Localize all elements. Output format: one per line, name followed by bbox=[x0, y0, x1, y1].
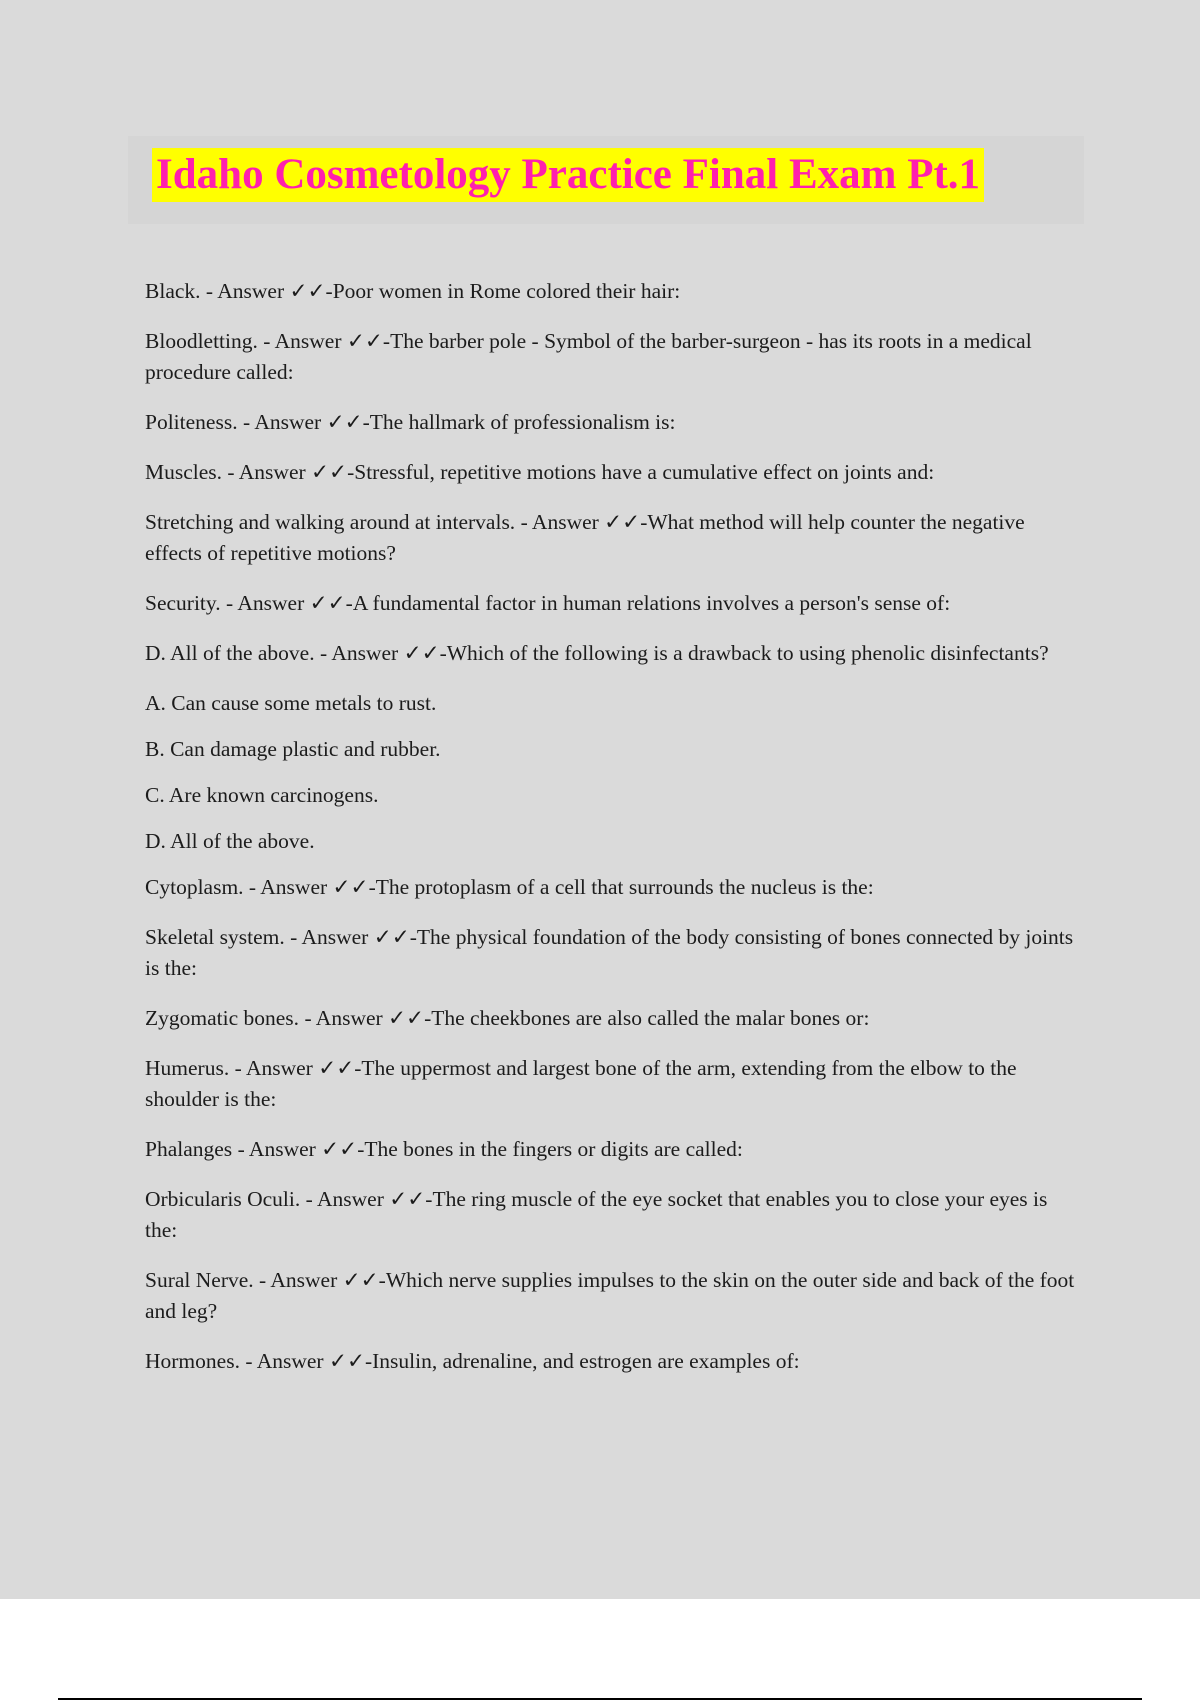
answer-label: Answer bbox=[315, 1006, 383, 1030]
double-check-icon: ✓✓ bbox=[342, 1268, 379, 1292]
double-check-icon: ✓✓ bbox=[328, 1349, 365, 1373]
double-check-icon: ✓✓ bbox=[326, 410, 363, 434]
answer-label: Answer bbox=[245, 1056, 313, 1080]
answer-label: Answer bbox=[301, 925, 369, 949]
answer-label: Answer bbox=[270, 1268, 338, 1292]
question-text: The uppermost and largest bone of the arm, extending from the elbow to the shoulder is the: bbox=[145, 1056, 1017, 1111]
question-text: What method will help counter the negative effects of repetitive motions? bbox=[145, 510, 1025, 565]
answer-option bbox=[145, 734, 1075, 765]
qa-entry: Bloodletting. - Answer ✓✓-The barber pole - Symbol of the barber-surgeon - has its roots in a medical procedure called: bbox=[145, 329, 1032, 384]
question-text: The barber pole - Symbol of the barber-surgeon - has its roots in a medical procedure called: bbox=[145, 329, 1032, 384]
question-text: The physical foundation of the body consisting of bones connected by joints is the: bbox=[145, 925, 1074, 980]
answer-text: Sural Nerve. bbox=[145, 1268, 254, 1292]
qa-entry: Humerus. - Answer ✓✓-The uppermost and largest bone of the arm, extending from the elbow to the shoulder is the: bbox=[145, 1056, 1017, 1111]
answer-option bbox=[145, 826, 1075, 857]
answer-label: Answer bbox=[256, 1349, 324, 1373]
answer-label: Answer bbox=[274, 329, 342, 353]
question-text: The hallmark of professionalism is: bbox=[369, 410, 676, 434]
question-text: Insulin, adrenaline, and estrogen are examples of: bbox=[372, 1349, 800, 1373]
question-text: Poor women in Rome colored their hair: bbox=[332, 279, 681, 303]
document-title: Idaho Cosmetology Practice Final Exam Pt.1 bbox=[152, 148, 984, 202]
answer-text: D. All of the above. bbox=[145, 641, 315, 665]
answer-text: Bloodletting. bbox=[145, 329, 258, 353]
answer-label: Answer bbox=[237, 591, 305, 615]
answer-text: Muscles. bbox=[145, 460, 223, 484]
question-text: Which nerve supplies impulses to the skin on the outer side and back of the foot and leg? bbox=[145, 1268, 1075, 1323]
answer-text: Zygomatic bones. bbox=[145, 1006, 300, 1030]
option-text: C. Are known carcinogens. bbox=[145, 783, 379, 807]
answer-label: Answer bbox=[248, 1137, 316, 1161]
option-text: D. All of the above. bbox=[145, 829, 315, 853]
qa-entry: Skeletal system. - Answer ✓✓-The physical foundation of the body consisting of bones connected by joints is the: bbox=[145, 925, 1074, 980]
answer-label: Answer bbox=[331, 641, 399, 665]
double-check-icon: ✓✓ bbox=[289, 279, 326, 303]
answer-text: Phalanges bbox=[145, 1137, 233, 1161]
answer-label: Answer bbox=[238, 460, 306, 484]
qa-entry: Security. - Answer ✓✓-A fundamental factor in human relations involves a person's sense of: bbox=[145, 591, 951, 615]
answer-option bbox=[145, 780, 1075, 811]
question-text: Which of the following is a drawback to using phenolic disinfectants? bbox=[446, 641, 1049, 665]
answer-text: Skeletal system. bbox=[145, 925, 285, 949]
answer-text: Black. bbox=[145, 279, 201, 303]
question-text: The cheekbones are also called the malar bones or: bbox=[431, 1006, 870, 1030]
qa-entry: Hormones. - Answer ✓✓-Insulin, adrenaline, and estrogen are examples of: bbox=[145, 1349, 800, 1373]
qa-entry: Politeness. - Answer ✓✓-The hallmark of professionalism is: bbox=[145, 410, 676, 434]
double-check-icon: ✓✓ bbox=[309, 591, 346, 615]
qa-entry: D. All of the above. - Answer ✓✓-Which of the following is a drawback to using phenolic disinfectants? bbox=[145, 641, 1049, 665]
qa-entry: Orbicularis Oculi. - Answer ✓✓-The ring muscle of the eye socket that enables you to close your eyes is the: bbox=[145, 1187, 1048, 1242]
answer-text: Hormones. bbox=[145, 1349, 240, 1373]
qa-entry: Sural Nerve. - Answer ✓✓-Which nerve supplies impulses to the skin on the outer side and back of the foot and leg? bbox=[145, 1268, 1075, 1323]
double-check-icon: ✓✓ bbox=[321, 1137, 358, 1161]
question-text: The ring muscle of the eye socket that enables you to close your eyes is the: bbox=[145, 1187, 1048, 1242]
answer-label: Answer bbox=[217, 279, 285, 303]
option-text: B. Can damage plastic and rubber. bbox=[145, 737, 441, 761]
question-text: Stressful, repetitive motions have a cumulative effect on joints and: bbox=[354, 460, 935, 484]
double-check-icon: ✓✓ bbox=[388, 1006, 425, 1030]
answer-text: Security. bbox=[145, 591, 221, 615]
double-check-icon: ✓✓ bbox=[346, 329, 383, 353]
answer-text: Stretching and walking around at intervals. bbox=[145, 510, 516, 534]
double-check-icon: ✓✓ bbox=[389, 1187, 426, 1211]
double-check-icon: ✓✓ bbox=[373, 925, 410, 949]
qa-entry: Cytoplasm. - Answer ✓✓-The protoplasm of a cell that surrounds the nucleus is the: bbox=[145, 875, 874, 899]
answer-label: Answer bbox=[254, 410, 322, 434]
answer-label: Answer bbox=[316, 1187, 384, 1211]
qa-entry: Stretching and walking around at intervals. - Answer ✓✓-What method will help counter the negative effects of repetitive motions? bbox=[145, 510, 1025, 565]
answer-label: Answer bbox=[260, 875, 328, 899]
double-check-icon: ✓✓ bbox=[311, 460, 348, 484]
answer-text: Orbicularis Oculi. bbox=[145, 1187, 301, 1211]
double-check-icon: ✓✓ bbox=[403, 641, 440, 665]
option-text: A. Can cause some metals to rust. bbox=[145, 691, 437, 715]
question-text: The bones in the fingers or digits are called: bbox=[364, 1137, 743, 1161]
answer-text: Politeness. bbox=[145, 410, 238, 434]
qa-entry: Phalanges - Answer ✓✓-The bones in the fingers or digits are called: bbox=[145, 1137, 743, 1161]
double-check-icon: ✓✓ bbox=[604, 510, 641, 534]
question-text: A fundamental factor in human relations involves a person's sense of: bbox=[352, 591, 951, 615]
answer-option bbox=[145, 688, 1075, 719]
qa-entry: Black. - Answer ✓✓-Poor women in Rome colored their hair: bbox=[145, 279, 681, 303]
question-text: The protoplasm of a cell that surrounds the nucleus is the: bbox=[375, 875, 874, 899]
answer-text: Cytoplasm. bbox=[145, 875, 244, 899]
double-check-icon: ✓✓ bbox=[332, 875, 369, 899]
double-check-icon: ✓✓ bbox=[318, 1056, 355, 1080]
qa-entry: Zygomatic bones. - Answer ✓✓-The cheekbones are also called the malar bones or: bbox=[145, 1006, 870, 1030]
answer-label: Answer bbox=[531, 510, 599, 534]
qa-list bbox=[145, 276, 1075, 1396]
qa-entry: Muscles. - Answer ✓✓-Stressful, repetitive motions have a cumulative effect on joints and: bbox=[145, 460, 935, 484]
answer-text: Humerus. bbox=[145, 1056, 230, 1080]
